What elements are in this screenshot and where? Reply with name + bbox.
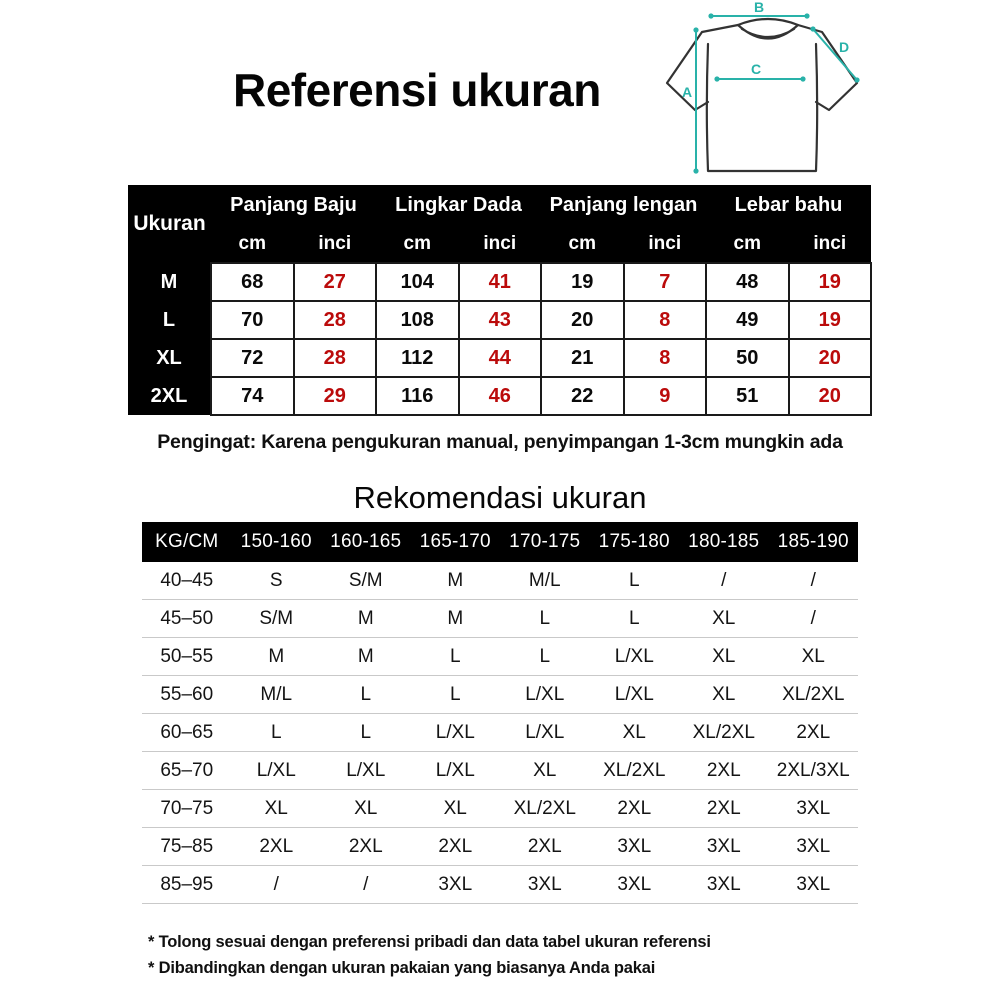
rec-cell: 2XL — [232, 828, 322, 866]
rec-cell: S/M — [321, 562, 411, 600]
group-header-lingkar-dada: Lingkar Dada — [376, 185, 541, 225]
rec-cell: XL — [769, 638, 859, 676]
size-row-label: XL — [128, 339, 211, 377]
cm-value: 19 — [541, 263, 624, 301]
measurement-label-b: B — [753, 0, 765, 15]
height-range-header: 175-180 — [590, 522, 680, 562]
cm-value: 50 — [706, 339, 789, 377]
rec-cell: 2XL — [321, 828, 411, 866]
rec-cell: 3XL — [500, 866, 590, 904]
rec-cell: XL/2XL — [679, 714, 769, 752]
size-reference-table — [128, 185, 872, 416]
height-range-header: 150-160 — [232, 522, 322, 562]
rec-cell: L — [411, 638, 501, 676]
rec-cell: L — [590, 600, 680, 638]
rec-cell: M — [411, 562, 501, 600]
weight-range-label: 65–70 — [142, 752, 232, 790]
weight-range-label: 75–85 — [142, 828, 232, 866]
tshirt-measurement-diagram — [650, 0, 882, 185]
inci-value: 43 — [459, 301, 542, 339]
cm-value: 51 — [706, 377, 789, 415]
unit-header-inci: inci — [294, 225, 377, 263]
size-row-label: L — [128, 301, 211, 339]
measurement-note: Pengingat: Karena pengukuran manual, penyimpangan 1-3cm mungkin ada — [157, 431, 843, 453]
unit-header-cm: cm — [706, 225, 789, 263]
rec-header-row — [142, 522, 858, 562]
cm-value: 108 — [376, 301, 459, 339]
rec-corner-header: KG/CM — [142, 522, 232, 562]
recommendation-title: Rekomendasi ukuran — [353, 480, 647, 515]
inci-value: 19 — [789, 301, 872, 339]
unit-header-inci: inci — [459, 225, 542, 263]
rec-cell: XL — [321, 790, 411, 828]
inci-value: 46 — [459, 377, 542, 415]
size-recommendation-table — [142, 522, 858, 904]
group-header-panjang-baju: Panjang Baju — [211, 185, 376, 225]
cm-value: 74 — [211, 377, 294, 415]
inci-value: 20 — [789, 339, 872, 377]
rec-cell: / — [232, 866, 322, 904]
rec-cell: XL — [679, 676, 769, 714]
cm-value: 112 — [376, 339, 459, 377]
rec-cell: XL — [411, 790, 501, 828]
rec-cell: L/XL — [411, 752, 501, 790]
rec-cell: M — [321, 600, 411, 638]
size-row-l — [128, 301, 871, 339]
inci-value: 44 — [459, 339, 542, 377]
rec-cell: 2XL — [679, 790, 769, 828]
rec-cell: / — [769, 600, 859, 638]
rec-cell: L/XL — [590, 676, 680, 714]
group-header-row — [128, 185, 871, 225]
cm-value: 22 — [541, 377, 624, 415]
rec-cell: / — [321, 866, 411, 904]
rec-cell: 3XL — [769, 866, 859, 904]
rec-cell: XL — [232, 790, 322, 828]
measurement-label-a: A — [681, 84, 693, 100]
cm-value: 70 — [211, 301, 294, 339]
cm-value: 116 — [376, 377, 459, 415]
weight-range-label: 50–55 — [142, 638, 232, 676]
size-row-label: 2XL — [128, 377, 211, 415]
cm-value: 20 — [541, 301, 624, 339]
height-range-header: 185-190 — [769, 522, 859, 562]
rec-cell: L/XL — [590, 638, 680, 676]
rec-cell: L/XL — [232, 752, 322, 790]
height-range-header: 165-170 — [411, 522, 501, 562]
rec-row — [142, 866, 858, 904]
measurement-lines — [696, 16, 857, 171]
rec-cell: 3XL — [769, 790, 859, 828]
rec-cell: / — [679, 562, 769, 600]
rec-cell: XL/2XL — [590, 752, 680, 790]
rec-cell: L/XL — [321, 752, 411, 790]
rec-cell: M/L — [232, 676, 322, 714]
inci-value: 9 — [624, 377, 707, 415]
rec-cell: XL — [679, 600, 769, 638]
weight-range-label: 45–50 — [142, 600, 232, 638]
measure-line-d — [813, 29, 857, 80]
rec-row — [142, 600, 858, 638]
tshirt-right-sleeve — [798, 25, 857, 110]
cm-value: 49 — [706, 301, 789, 339]
rec-cell: 2XL — [500, 828, 590, 866]
rec-cell: M/L — [500, 562, 590, 600]
size-row-xl — [128, 339, 871, 377]
rec-cell: 3XL — [679, 866, 769, 904]
footnotes — [148, 929, 711, 981]
rec-row — [142, 562, 858, 600]
height-range-header: 170-175 — [500, 522, 590, 562]
rec-cell: S — [232, 562, 322, 600]
unit-header-row — [128, 225, 871, 263]
cm-value: 21 — [541, 339, 624, 377]
rec-row — [142, 676, 858, 714]
rec-cell: M — [232, 638, 322, 676]
rec-cell: M — [321, 638, 411, 676]
weight-range-label: 60–65 — [142, 714, 232, 752]
size-row-2xl — [128, 377, 871, 415]
measurement-label-d: D — [838, 39, 850, 55]
rec-cell: 2XL/3XL — [769, 752, 859, 790]
inci-value: 29 — [294, 377, 377, 415]
rec-cell: XL/2XL — [500, 790, 590, 828]
rec-row — [142, 638, 858, 676]
rec-cell: XL — [679, 638, 769, 676]
cm-value: 48 — [706, 263, 789, 301]
rec-cell: 3XL — [590, 866, 680, 904]
page-title: Referensi ukuran — [233, 64, 601, 116]
footnote-1: * Tolong sesuai dengan preferensi pribadi dan data tabel ukuran referensi — [148, 933, 711, 951]
rec-cell: L — [590, 562, 680, 600]
inci-value: 8 — [624, 339, 707, 377]
inci-value: 41 — [459, 263, 542, 301]
group-header-panjang-lengan: Panjang lengan — [541, 185, 706, 225]
rec-row — [142, 790, 858, 828]
group-header-lebar-bahu: Lebar bahu — [706, 185, 871, 225]
rec-cell: L — [232, 714, 322, 752]
height-range-header: 160-165 — [321, 522, 411, 562]
weight-range-label: 55–60 — [142, 676, 232, 714]
unit-header-inci: inci — [624, 225, 707, 263]
tshirt-collar — [738, 19, 798, 39]
rec-cell: 3XL — [590, 828, 680, 866]
size-row-m — [128, 263, 871, 301]
inci-value: 7 — [624, 263, 707, 301]
size-table-corner-header: Ukuran — [128, 185, 211, 263]
rec-cell: 3XL — [769, 828, 859, 866]
weight-range-label: 70–75 — [142, 790, 232, 828]
rec-cell: XL — [500, 752, 590, 790]
rec-cell: M — [411, 600, 501, 638]
rec-row — [142, 714, 858, 752]
rec-cell: L/XL — [411, 714, 501, 752]
footnote-2: * Dibandingkan dengan ukuran pakaian yang biasanya Anda pakai — [148, 959, 656, 977]
measurement-label-c: C — [750, 61, 762, 77]
rec-cell: 2XL — [590, 790, 680, 828]
rec-cell: 3XL — [679, 828, 769, 866]
unit-header-inci: inci — [789, 225, 872, 263]
rec-cell: 2XL — [679, 752, 769, 790]
unit-header-cm: cm — [541, 225, 624, 263]
rec-cell: L — [500, 638, 590, 676]
cm-value: 68 — [211, 263, 294, 301]
height-range-header: 180-185 — [679, 522, 769, 562]
inci-value: 19 — [789, 263, 872, 301]
rec-cell: L — [411, 676, 501, 714]
inci-value: 8 — [624, 301, 707, 339]
weight-range-label: 85–95 — [142, 866, 232, 904]
cm-value: 72 — [211, 339, 294, 377]
cm-value: 104 — [376, 263, 459, 301]
inci-value: 28 — [294, 301, 377, 339]
weight-range-label: 40–45 — [142, 562, 232, 600]
inci-value: 28 — [294, 339, 377, 377]
size-row-label: M — [128, 263, 211, 301]
inci-value: 27 — [294, 263, 377, 301]
rec-row — [142, 828, 858, 866]
rec-cell: L — [321, 676, 411, 714]
rec-cell: XL — [590, 714, 680, 752]
rec-cell: / — [769, 562, 859, 600]
unit-header-cm: cm — [211, 225, 294, 263]
tshirt-body-outline — [707, 44, 817, 171]
inci-value: 20 — [789, 377, 872, 415]
unit-header-cm: cm — [376, 225, 459, 263]
rec-row — [142, 752, 858, 790]
rec-cell: 3XL — [411, 866, 501, 904]
tshirt-left-sleeve — [667, 25, 738, 110]
rec-cell: L — [321, 714, 411, 752]
rec-cell: 2XL — [769, 714, 859, 752]
rec-cell: L/XL — [500, 714, 590, 752]
rec-cell: 2XL — [411, 828, 501, 866]
rec-cell: L/XL — [500, 676, 590, 714]
rec-cell: L — [500, 600, 590, 638]
rec-cell: S/M — [232, 600, 322, 638]
rec-cell: XL/2XL — [769, 676, 859, 714]
